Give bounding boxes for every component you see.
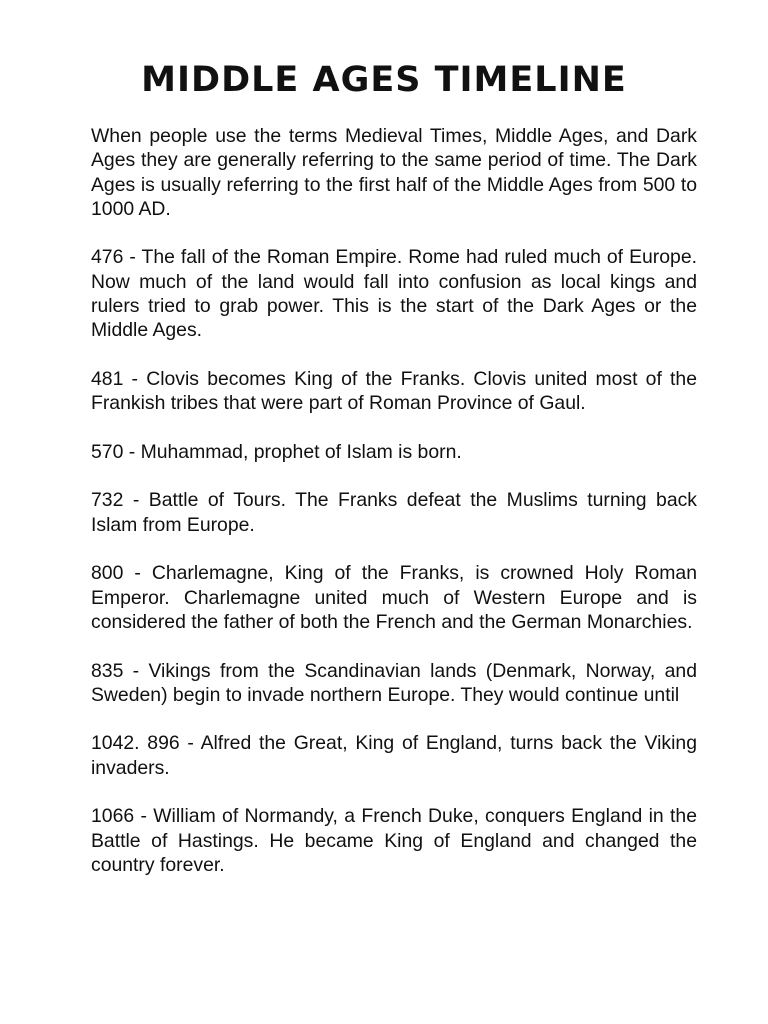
- timeline-entry-1066: 1066 - William of Normandy, a French Duke, conquers England in the Battle of Hastings. He became King of England and changed the country forever.: [91, 805, 697, 876]
- intro-paragraph: When people use the terms Medieval Times, Middle Ages, and Dark Ages they are generally referring to the same period of time. The Dark Ages is usually referring to the first half of the Middle Ages from 500 to 1000 AD.: [91, 125, 697, 220]
- timeline-entry-732: 732 - Battle of Tours. The Franks defeat the Muslims turning back Islam from Europe.: [91, 489, 697, 536]
- timeline-entry-835: 835 - Vikings from the Scandinavian lands (Denmark, Norway, and Sweden) begin to invade northern Europe. They would continue until: [91, 659, 697, 706]
- timeline-entry-481: 481 - Clovis becomes King of the Franks. Clovis united most of the Frankish tribes that were part of Roman Province of Gaul.: [91, 367, 697, 415]
- document-body: [91, 124, 697, 902]
- timeline-entry-800: 800 - Charlemagne, King of the Franks, is crowned Holy Roman Emperor. Charlemagne united much of Western Europe and is considered the father of both the French and the German Monarchies.: [91, 562, 697, 633]
- timeline-entry-570: 570 - Muhammad, prophet of Islam is born.: [91, 440, 462, 463]
- timeline-entry-896: 1042. 896 - Alfred the Great, King of England, turns back the Viking invaders.: [91, 732, 697, 779]
- page-title: MIDDLE AGES TIMELINE: [141, 60, 627, 100]
- timeline-entry-476: 476 - The fall of the Roman Empire. Rome had ruled much of Europe. Now much of the land would fall into confusion as local kings and rulers tried to grab power. This is the start of the Dark Ages or the Middle Ages.: [91, 246, 697, 342]
